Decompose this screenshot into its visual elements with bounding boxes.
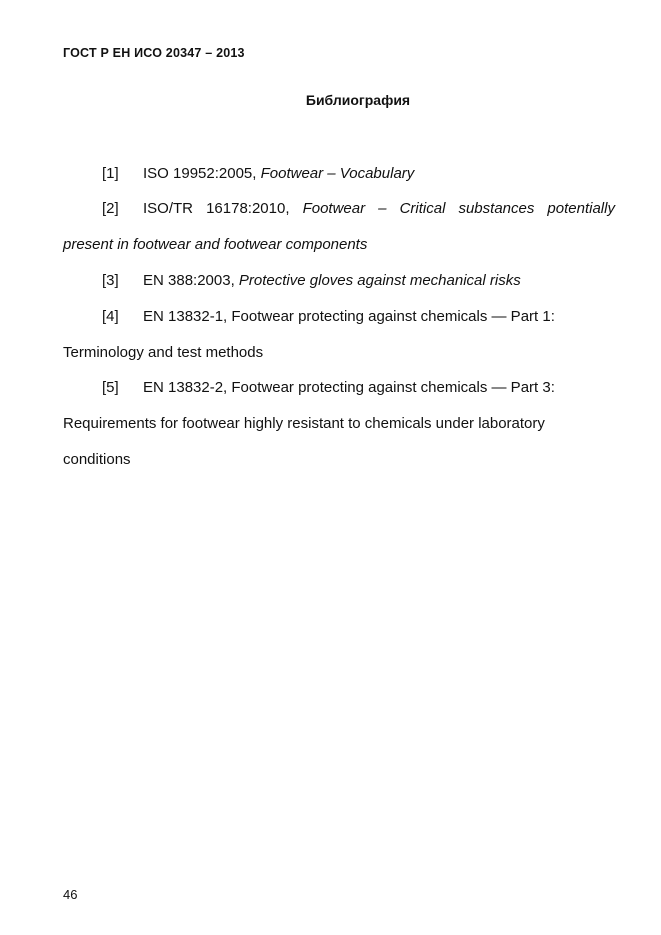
reference-2-word: Footwear bbox=[302, 200, 366, 217]
reference-2-title-continuation: present in footwear and footwear components bbox=[63, 236, 368, 253]
standard-header: ГОСТ Р ЕН ИСО 20347 – 2013 bbox=[63, 46, 245, 60]
reference-marker-1: [1] bbox=[102, 165, 119, 182]
reference-5-second-line: Requirements for footwear highly resistant to chemicals under laboratory bbox=[63, 415, 545, 432]
reference-2-word: – bbox=[378, 200, 387, 217]
reference-marker-2: [2] bbox=[102, 200, 119, 217]
reference-2-word: ISO/TR bbox=[143, 200, 194, 217]
reference-marker-5: [5] bbox=[102, 379, 119, 396]
reference-5-first-line: EN 13832-2, Footwear protecting against chemicals — Part 3: bbox=[143, 379, 555, 396]
reference-3-text bbox=[143, 272, 521, 290]
reference-3-code: EN 388:2003, bbox=[143, 272, 239, 289]
reference-2-word: potentially bbox=[547, 200, 615, 217]
reference-2-first-line bbox=[143, 200, 615, 218]
reference-4-first-line: EN 13832-1, Footwear protecting against chemicals — Part 1: bbox=[143, 308, 555, 325]
reference-2-word: 16178:2010, bbox=[206, 200, 290, 217]
reference-marker-3: [3] bbox=[102, 272, 119, 289]
reference-2-word: Critical bbox=[399, 200, 446, 217]
reference-2-word: substances bbox=[458, 200, 535, 217]
reference-marker-4: [4] bbox=[102, 308, 119, 325]
reference-1-text bbox=[143, 165, 414, 183]
reference-4-continuation: Terminology and test methods bbox=[63, 344, 264, 361]
reference-5-third-line: conditions bbox=[63, 451, 131, 468]
page-number: 46 bbox=[63, 887, 78, 902]
reference-3-title: Protective gloves against mechanical risks bbox=[238, 272, 521, 289]
reference-1-code: ISO 19952:2005, bbox=[143, 165, 261, 182]
bibliography-title: Библиография bbox=[305, 92, 411, 108]
reference-1-title: Footwear – Vocabulary bbox=[260, 165, 415, 182]
reference-2-continuation bbox=[63, 236, 367, 254]
